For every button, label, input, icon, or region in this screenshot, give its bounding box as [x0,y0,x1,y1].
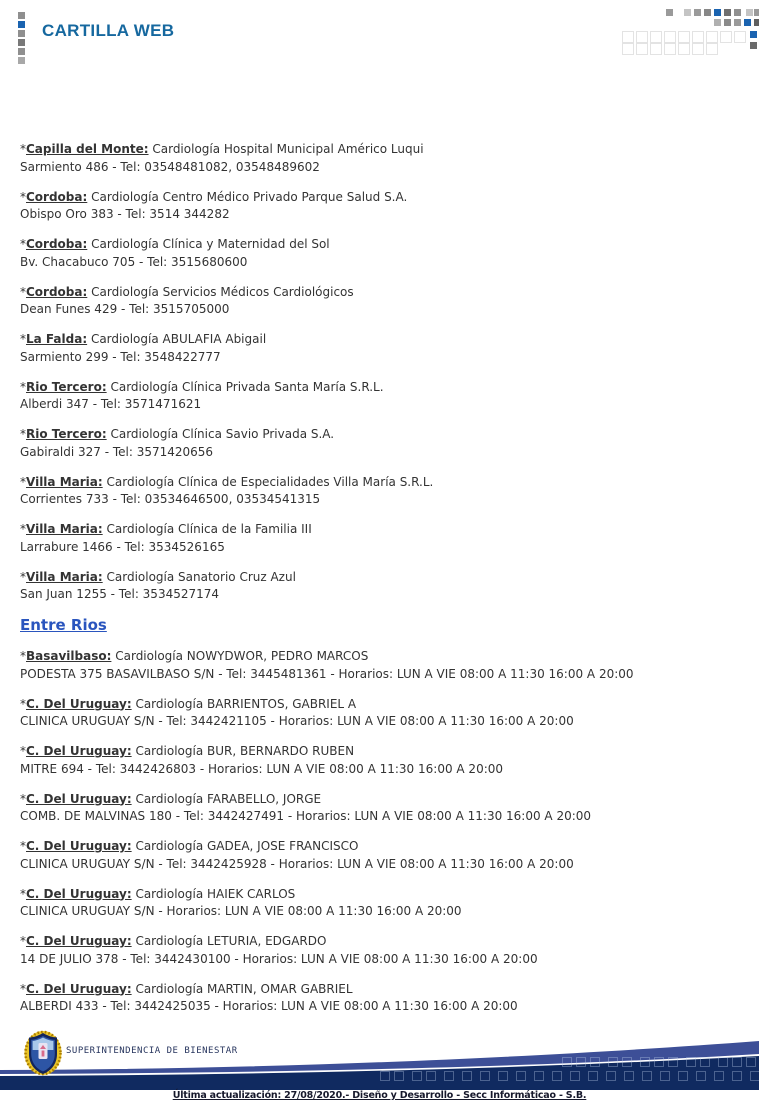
provider-entry-detail: COMB. DE MALVINAS 180 - Tel: 3442427491 - Horarios: LUN A VIE 08:00 A 11:30 16:00 A 20:00 [20,809,592,823]
page-title: CARTILLA WEB [42,21,175,40]
provider-city: Capilla del Monte: [26,142,149,156]
mosaic-square [664,31,676,43]
mosaic-square [18,12,25,19]
entry-bullet: * [20,332,26,346]
mosaic-square [622,1057,632,1067]
mosaic-square [480,1071,490,1081]
provider-service: Cardiología Clínica de Especialidades Villa María S.R.L. [106,474,434,489]
provider-entry-title [20,426,739,444]
mosaic-square [654,1057,664,1067]
provider-entry-title [20,933,739,951]
provider-entry-title [20,521,739,539]
provider-service: Cardiología MARTIN, OMAR GABRIEL [135,981,353,996]
provider-city: C. Del Uruguay: [26,886,132,901]
provider-entry [20,696,739,731]
mosaic-square [724,9,731,16]
provider-city: C. Del Uruguay: [26,791,132,806]
provider-entry [20,838,739,873]
provider-service: Cardiología BUR, BERNARDO RUBEN [135,744,355,758]
provider-entry-title [20,141,739,159]
provider-city: Cordoba: [26,284,88,299]
provider-city: Villa Maria: [26,474,103,489]
provider-entry-detail: PODESTA 375 BASAVILBASO S/N - Tel: 3445481361 - Horarios: LUN A VIE 08:00 A 11:30 16:00 A 20:00 [20,666,634,681]
mosaic-square [678,1071,688,1081]
provider-entry [20,791,739,826]
mosaic-square [444,1071,454,1081]
mosaic-square [692,31,704,43]
mosaic-square [744,19,751,26]
provider-entry [20,521,739,556]
entry-bullet: * [20,696,26,711]
provider-entry-detail: Bv. Chacabuco 705 - Tel: 3515680600 [20,254,248,269]
mosaic-square [380,1071,390,1081]
provider-entry-detail: San Juan 1255 - Tel: 3534527174 [20,587,220,601]
entry-bullet: * [20,839,26,853]
mosaic-square [552,1071,562,1081]
provider-entry-detail: Alberdi 347 - Tel: 3571471621 [20,397,202,411]
mosaic-square [686,1057,696,1067]
mosaic-square [576,1057,586,1067]
mosaic-square [746,1057,756,1067]
provider-city: Cordoba: [26,237,88,251]
mosaic-square [622,43,634,55]
provider-entry [20,426,739,461]
provider-entry [20,284,739,319]
provider-entry-detail: CLINICA URUGUAY S/N - Tel: 3442421105 - Horarios: LUN A VIE 08:00 A 11:30 16:00 A 20:00 [20,714,574,728]
mosaic-square [498,1071,508,1081]
mosaic-square [706,43,718,55]
provider-service: Cardiología Clínica Privada Santa María S.R.L. [110,379,384,394]
mosaic-square [18,21,25,28]
mosaic-square [754,19,759,26]
provider-service: Cardiología FARABELLO, JORGE [135,791,322,806]
mosaic-square [642,1071,652,1081]
provider-entry-title [20,886,739,904]
provider-city: Rio Tercero: [26,379,107,394]
entry-bullet: * [20,427,26,441]
provider-entry-title [20,236,739,254]
provider-city: C. Del Uruguay: [26,981,132,996]
provider-entry [20,743,739,778]
mosaic-square [704,9,711,16]
provider-entry-title [20,379,739,397]
provider-city: Villa Maria: [26,522,103,536]
entry-bullet: * [20,379,26,394]
mosaic-square [608,1057,618,1067]
provider-city: La Falda: [26,332,88,346]
mosaic-square [700,1057,710,1067]
mosaic-square [732,1057,742,1067]
mosaic-square [636,31,648,43]
mosaic-square [718,1057,728,1067]
mosaic-square [734,19,741,26]
mosaic-square [18,48,25,55]
entry-bullet: * [20,649,26,663]
entry-bullet: * [20,237,26,251]
provider-entry-detail: Obispo Oro 383 - Tel: 3514 344282 [20,207,230,221]
provider-entry-detail: MITRE 694 - Tel: 3442426803 - Horarios: LUN A VIE 08:00 A 11:30 16:00 A 20:00 [20,761,504,776]
provider-service: Cardiología BARRIENTOS, GABRIEL A [135,696,357,711]
provider-entry [20,236,739,271]
organization-name: SUPERINTENDENCIA DE BIENESTAR [66,1046,238,1056]
provider-entry [20,569,739,604]
entry-bullet: * [20,744,26,758]
mosaic-square [606,1071,616,1081]
provider-entry-title [20,981,739,999]
provider-service: Cardiología Centro Médico Privado Parque Salud S.A. [91,189,408,204]
mosaic-square [714,9,721,16]
provider-service: Cardiología NOWYDWOR, PEDRO MARCOS [115,649,369,663]
mosaic-square [664,43,676,55]
provider-service: Cardiología LETURIA, EDGARDO [135,934,327,948]
mosaic-square [394,1071,404,1081]
provider-entry-detail: Dean Funes 429 - Tel: 3515705000 [20,302,230,316]
provider-entry-title [20,284,739,302]
provider-entry-detail: ALBERDI 433 - Tel: 3442425035 - Horarios: LUN A VIE 08:00 A 11:30 16:00 A 20:00 [20,999,518,1013]
mosaic-square [666,9,673,16]
provider-city: Basavilbaso: [26,649,112,663]
entry-bullet: * [20,569,26,584]
provider-entry [20,189,739,224]
provider-entry-title [20,838,739,856]
mosaic-square [678,43,690,55]
provider-entry-detail: Corrientes 733 - Tel: 03534646500, 03534541315 [20,492,321,506]
mosaic-square [426,1071,436,1081]
mosaic-square [714,19,721,26]
provider-entry-detail: Sarmiento 299 - Tel: 3548422777 [20,349,221,364]
provider-entry-title [20,474,739,492]
mosaic-square [696,1071,706,1081]
provider-service: Cardiología Sanatorio Cruz Azul [106,569,296,584]
mosaic-square [18,57,25,64]
provider-city: Cordoba: [26,189,88,204]
entry-bullet: * [20,189,26,204]
mosaic-square [678,31,690,43]
provider-entry-detail: CLINICA URUGUAY S/N - Horarios: LUN A VIE 08:00 A 11:30 16:00 A 20:00 [20,904,462,918]
provider-entry-title [20,791,739,809]
provider-entry-detail: Sarmiento 486 - Tel: 03548481082, 03548489602 [20,159,320,174]
entry-bullet: * [20,981,26,996]
provider-city: C. Del Uruguay: [26,839,132,853]
province-heading-link[interactable]: Entre Rios [20,616,107,634]
entry-bullet: * [20,142,26,156]
entry-bullet: * [20,474,26,489]
provider-city: C. Del Uruguay: [26,934,132,948]
mosaic-square [694,9,701,16]
provider-service: Cardiología HAIEK CARLOS [135,886,296,901]
mosaic-square [650,31,662,43]
provider-entry [20,474,739,509]
mosaic-square [636,43,648,55]
mosaic-square [732,1071,742,1081]
mosaic-square [18,39,25,46]
provider-entry [20,981,739,1016]
provider-entry-detail: Gabiraldi 327 - Tel: 3571420656 [20,444,214,459]
mosaic-square [412,1071,422,1081]
superintendencia-crest-icon [23,1030,63,1076]
entry-bullet: * [20,791,26,806]
provider-service: Cardiología Clínica de la Familia III [106,522,312,536]
provider-city: Villa Maria: [26,569,103,584]
mosaic-square [660,1071,670,1081]
provider-directory [20,141,739,1028]
provider-entry [20,886,739,921]
provider-service: Cardiología Servicios Médicos Cardiológicos [91,284,354,299]
mosaic-square [570,1071,580,1081]
mosaic-square [720,31,732,43]
mosaic-square [746,9,753,16]
mosaic-square [534,1071,544,1081]
mosaic-square [516,1071,526,1081]
mosaic-square [706,31,718,43]
mosaic-square [754,9,759,16]
mosaic-square [624,1071,634,1081]
provider-entry-title [20,189,739,207]
mosaic-square [462,1071,472,1081]
mosaic-square [750,1071,759,1081]
mosaic-square [734,31,746,43]
mosaic-square [684,9,691,16]
mosaic-square [734,9,741,16]
provider-service: Cardiología Clínica Savio Privada S.A. [110,427,335,441]
mosaic-square [590,1057,600,1067]
provider-entry [20,648,739,683]
provider-entry [20,331,739,366]
provider-entry [20,933,739,968]
provider-service: Cardiología GADEA, JOSE FRANCISCO [135,839,359,853]
entry-bullet: * [20,886,26,901]
entry-bullet: * [20,934,26,948]
footer-legal-text: Última actualización: 27/08/2020.- Diseño y Desarrollo - Secc Informáticao - S.B. [172,1090,587,1101]
provider-entry-title [20,743,739,761]
entry-bullet: * [20,284,26,299]
mosaic-square [640,1057,650,1067]
provider-service: Cardiología Hospital Municipal Américo Luqui [152,142,424,156]
mosaic-square [750,31,757,38]
provider-city: C. Del Uruguay: [26,744,132,758]
mosaic-square [562,1057,572,1067]
mosaic-square [622,31,634,43]
mosaic-square [692,43,704,55]
provider-entry [20,141,739,176]
provider-city: Rio Tercero: [26,427,107,441]
mosaic-square [750,42,757,49]
provider-entry-detail: Larrabure 1466 - Tel: 3534526165 [20,539,225,554]
mosaic-square [18,30,25,37]
provider-entry-detail: 14 DE JULIO 378 - Tel: 3442430100 - Horarios: LUN A VIE 08:00 A 11:30 16:00 A 20:00 [20,951,538,966]
provider-entry-title [20,331,739,349]
entry-bullet: * [20,522,26,536]
mosaic-square [650,43,662,55]
provider-entry-title [20,648,739,666]
provider-entry [20,379,739,414]
mosaic-square [714,1071,724,1081]
mosaic-square [724,19,731,26]
provider-service: Cardiología Clínica y Maternidad del Sol [91,237,330,251]
provider-entry-title [20,696,739,714]
provider-city: C. Del Uruguay: [26,696,132,711]
mosaic-square [588,1071,598,1081]
mosaic-square [668,1057,678,1067]
provider-entry-title [20,569,739,587]
provider-entry-detail: CLINICA URUGUAY S/N - Tel: 3442425928 - Horarios: LUN A VIE 08:00 A 11:30 16:00 A 20:00 [20,856,574,871]
provider-service: Cardiología ABULAFIA Abigail [90,332,267,346]
